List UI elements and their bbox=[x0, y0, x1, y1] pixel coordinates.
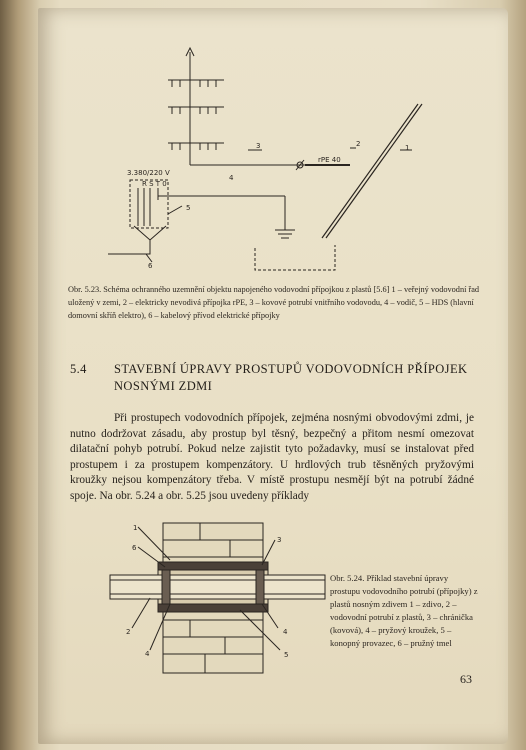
fig524-label-6: 6 bbox=[132, 544, 137, 552]
fig523-label-4: 4 bbox=[229, 174, 234, 182]
fig524-label-5: 5 bbox=[284, 651, 289, 659]
section-number: 5.4 bbox=[70, 362, 87, 376]
fig524-label-1: 1 bbox=[133, 524, 138, 532]
fig523-label-1: 1 bbox=[405, 144, 410, 152]
fig523-label-2: 2 bbox=[356, 140, 361, 148]
figure-5-23-caption: Obr. 5.23. Schéma ochranného uzemnění objektu napojeného vodovodní přípojkou z plastů [5.6] 1 – veřejný vodovodní řad uložený v zemi, 2 – elektricky nevodivá přípojka rPE, 3 – kovové potrubí vnitřního vodovodu, 4 – vodič, 5 – HDS (hlavní domovní skříň elektro), 6 – kabelový přívod elektrické přípojky bbox=[68, 285, 480, 320]
fig523-label-3: 3 bbox=[256, 142, 261, 150]
fig523-label-5: 5 bbox=[186, 204, 191, 212]
fig523-voltage-label: 3.380/220 V bbox=[127, 169, 170, 177]
fig523-rpe-label: rPE 40 bbox=[318, 156, 341, 164]
body-text: Při prostupech vodovodních přípojek, zejména nosnými obvodovými zdmi, je nutno dodržovat zásadu, aby prostup byl těsný, bezpečný a přitom nesmí omezovat dilatační pohyb potrubí. Pokud nelze zajistit tyto požadavky, musí se instalovat před prostupem i za prostupem kompenzátory. U hrdlových trub těsněných pryžovými kroužky nejsou kompenzátory třeba. V místě prostupu nesmějí být na potrubí žádné spoje. Na obr. 5.24 a obr. 5.25 jsou uvedeny příklady bbox=[70, 412, 474, 502]
fig524-label-4b: 4 bbox=[283, 628, 288, 636]
fig524-label-3: 3 bbox=[277, 536, 282, 544]
fig523-phase-label: R S T 0 bbox=[142, 180, 167, 188]
section-title: STAVEBNÍ ÚPRAVY PROSTUPŮ VODOVODNÍCH PŘÍPOJEK NOSNÝMI ZDMI bbox=[114, 362, 468, 393]
page-number: 63 bbox=[460, 672, 472, 686]
fig524-label-2: 2 bbox=[126, 628, 131, 636]
figure-5-24-caption: Obr. 5.24. Příklad stavební úpravy prostupu vodovodního potrubí (přípojky) z plastů nosným zdivem 1 – zdivo, 2 – vodovodní potrubí z plastů, 3 – chránička (kovová), 4 – pryžový kroužek, 5 – konopný provazec, 6 – pružný tmel bbox=[330, 573, 478, 648]
fig523-label-6: 6 bbox=[148, 262, 153, 270]
fig524-label-4a: 4 bbox=[145, 650, 150, 658]
